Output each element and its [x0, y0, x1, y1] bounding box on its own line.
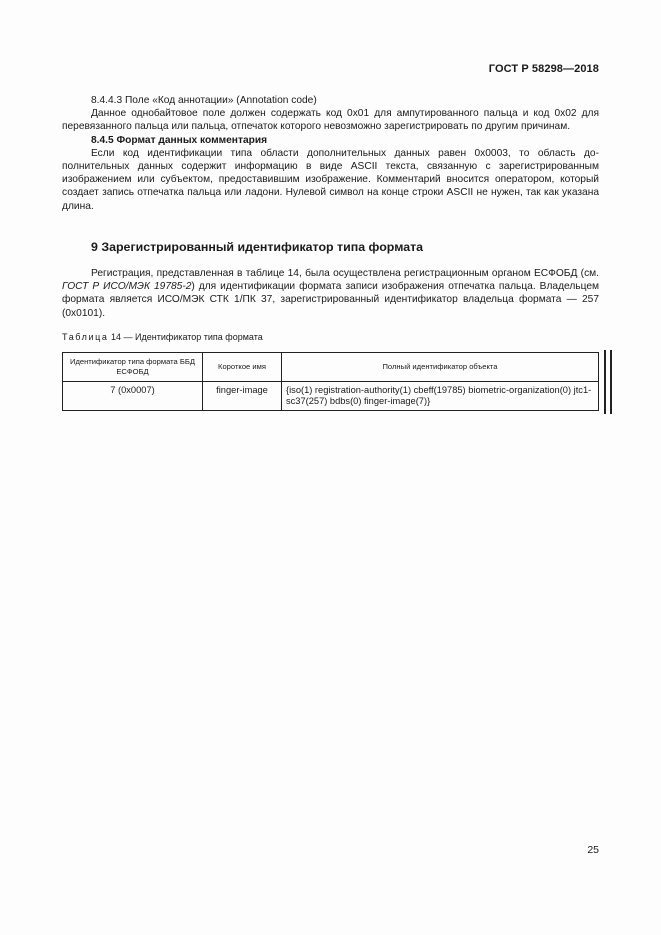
- cell-format-id: 7 (0x0007): [63, 382, 203, 411]
- section-8-4-4-3: [62, 94, 599, 213]
- table-caption: [62, 332, 263, 342]
- section-8-4-5-title: 8.4.5 Формат данных комментария: [91, 134, 268, 146]
- standard-header: ГОСТ Р 58298—2018: [488, 63, 599, 75]
- table-row: [63, 382, 599, 411]
- section-9-paragraph: [62, 267, 599, 320]
- header-format-id: Идентификатор типа формата ББД ЕСФОБД: [63, 353, 203, 382]
- table-header-row: [63, 353, 599, 382]
- format-id-table: [62, 352, 599, 411]
- revision-bar: [604, 350, 606, 414]
- section-9-text-before: Регистрация, представленная в таблице 14, была осуществлена регистрационным органом ЕСФОБД (см.: [91, 268, 599, 279]
- page-number: 25: [587, 844, 599, 856]
- revision-bar: [610, 350, 612, 414]
- section-8-4-5-text: Если код идентификации типа области дополнительных данных равен 0x0003, то область дополнительных данных содержит информацию в виде ASCII текста, связанную с зарегистрированным изображением или субъектом, предоставившим изображение. Комментарий вносится оператором, который создает запись отпечатка пальца или ладони. Нулевой символ на конце строки ASCII не нужен, так как указана длина.: [62, 147, 599, 212]
- section-9-heading: 9 Зарегистрированный идентификатор типа формата: [91, 240, 424, 254]
- revision-marker: [604, 350, 614, 414]
- cell-full-oid: {iso(1) registration-authority(1) cbeff(19785) biometric-organization(0) jtc1-sc37(257) bdbs(0) finger-image(7)}: [282, 382, 599, 411]
- header-full-oid: Полный идентификатор объекта: [282, 353, 599, 382]
- section-9-text-after: ) для идентификации формата записи изображения отпечатка пальца. Владельцем формата является ИСО/МЭК СТК 1/ПК 37, зарегистрированный идентификатор владельца формата — 257 (0x0101).: [62, 281, 599, 319]
- section-9-body: [62, 267, 599, 320]
- header-short-name: Короткое имя: [203, 353, 282, 382]
- section-8-4-4-3-title: 8.4.4.3 Поле «Код аннотации» (Annotation code): [91, 95, 317, 106]
- cell-short-name: finger-image: [203, 382, 282, 411]
- table-caption-label: Таблица: [62, 332, 109, 342]
- standard-reference-link: ГОСТ Р ИСО/МЭК 19785-2: [62, 281, 192, 293]
- section-8-4-4-3-text: Данное однобайтовое поле должен содержать код 0x01 для ампутированного пальца и код 0x02 для перевязанного пальца или пальца, отпечаток которого невозможно зарегистрировать по другим причинам.: [62, 108, 599, 133]
- table-caption-text: 14 — Идентификатор типа формата: [111, 332, 263, 342]
